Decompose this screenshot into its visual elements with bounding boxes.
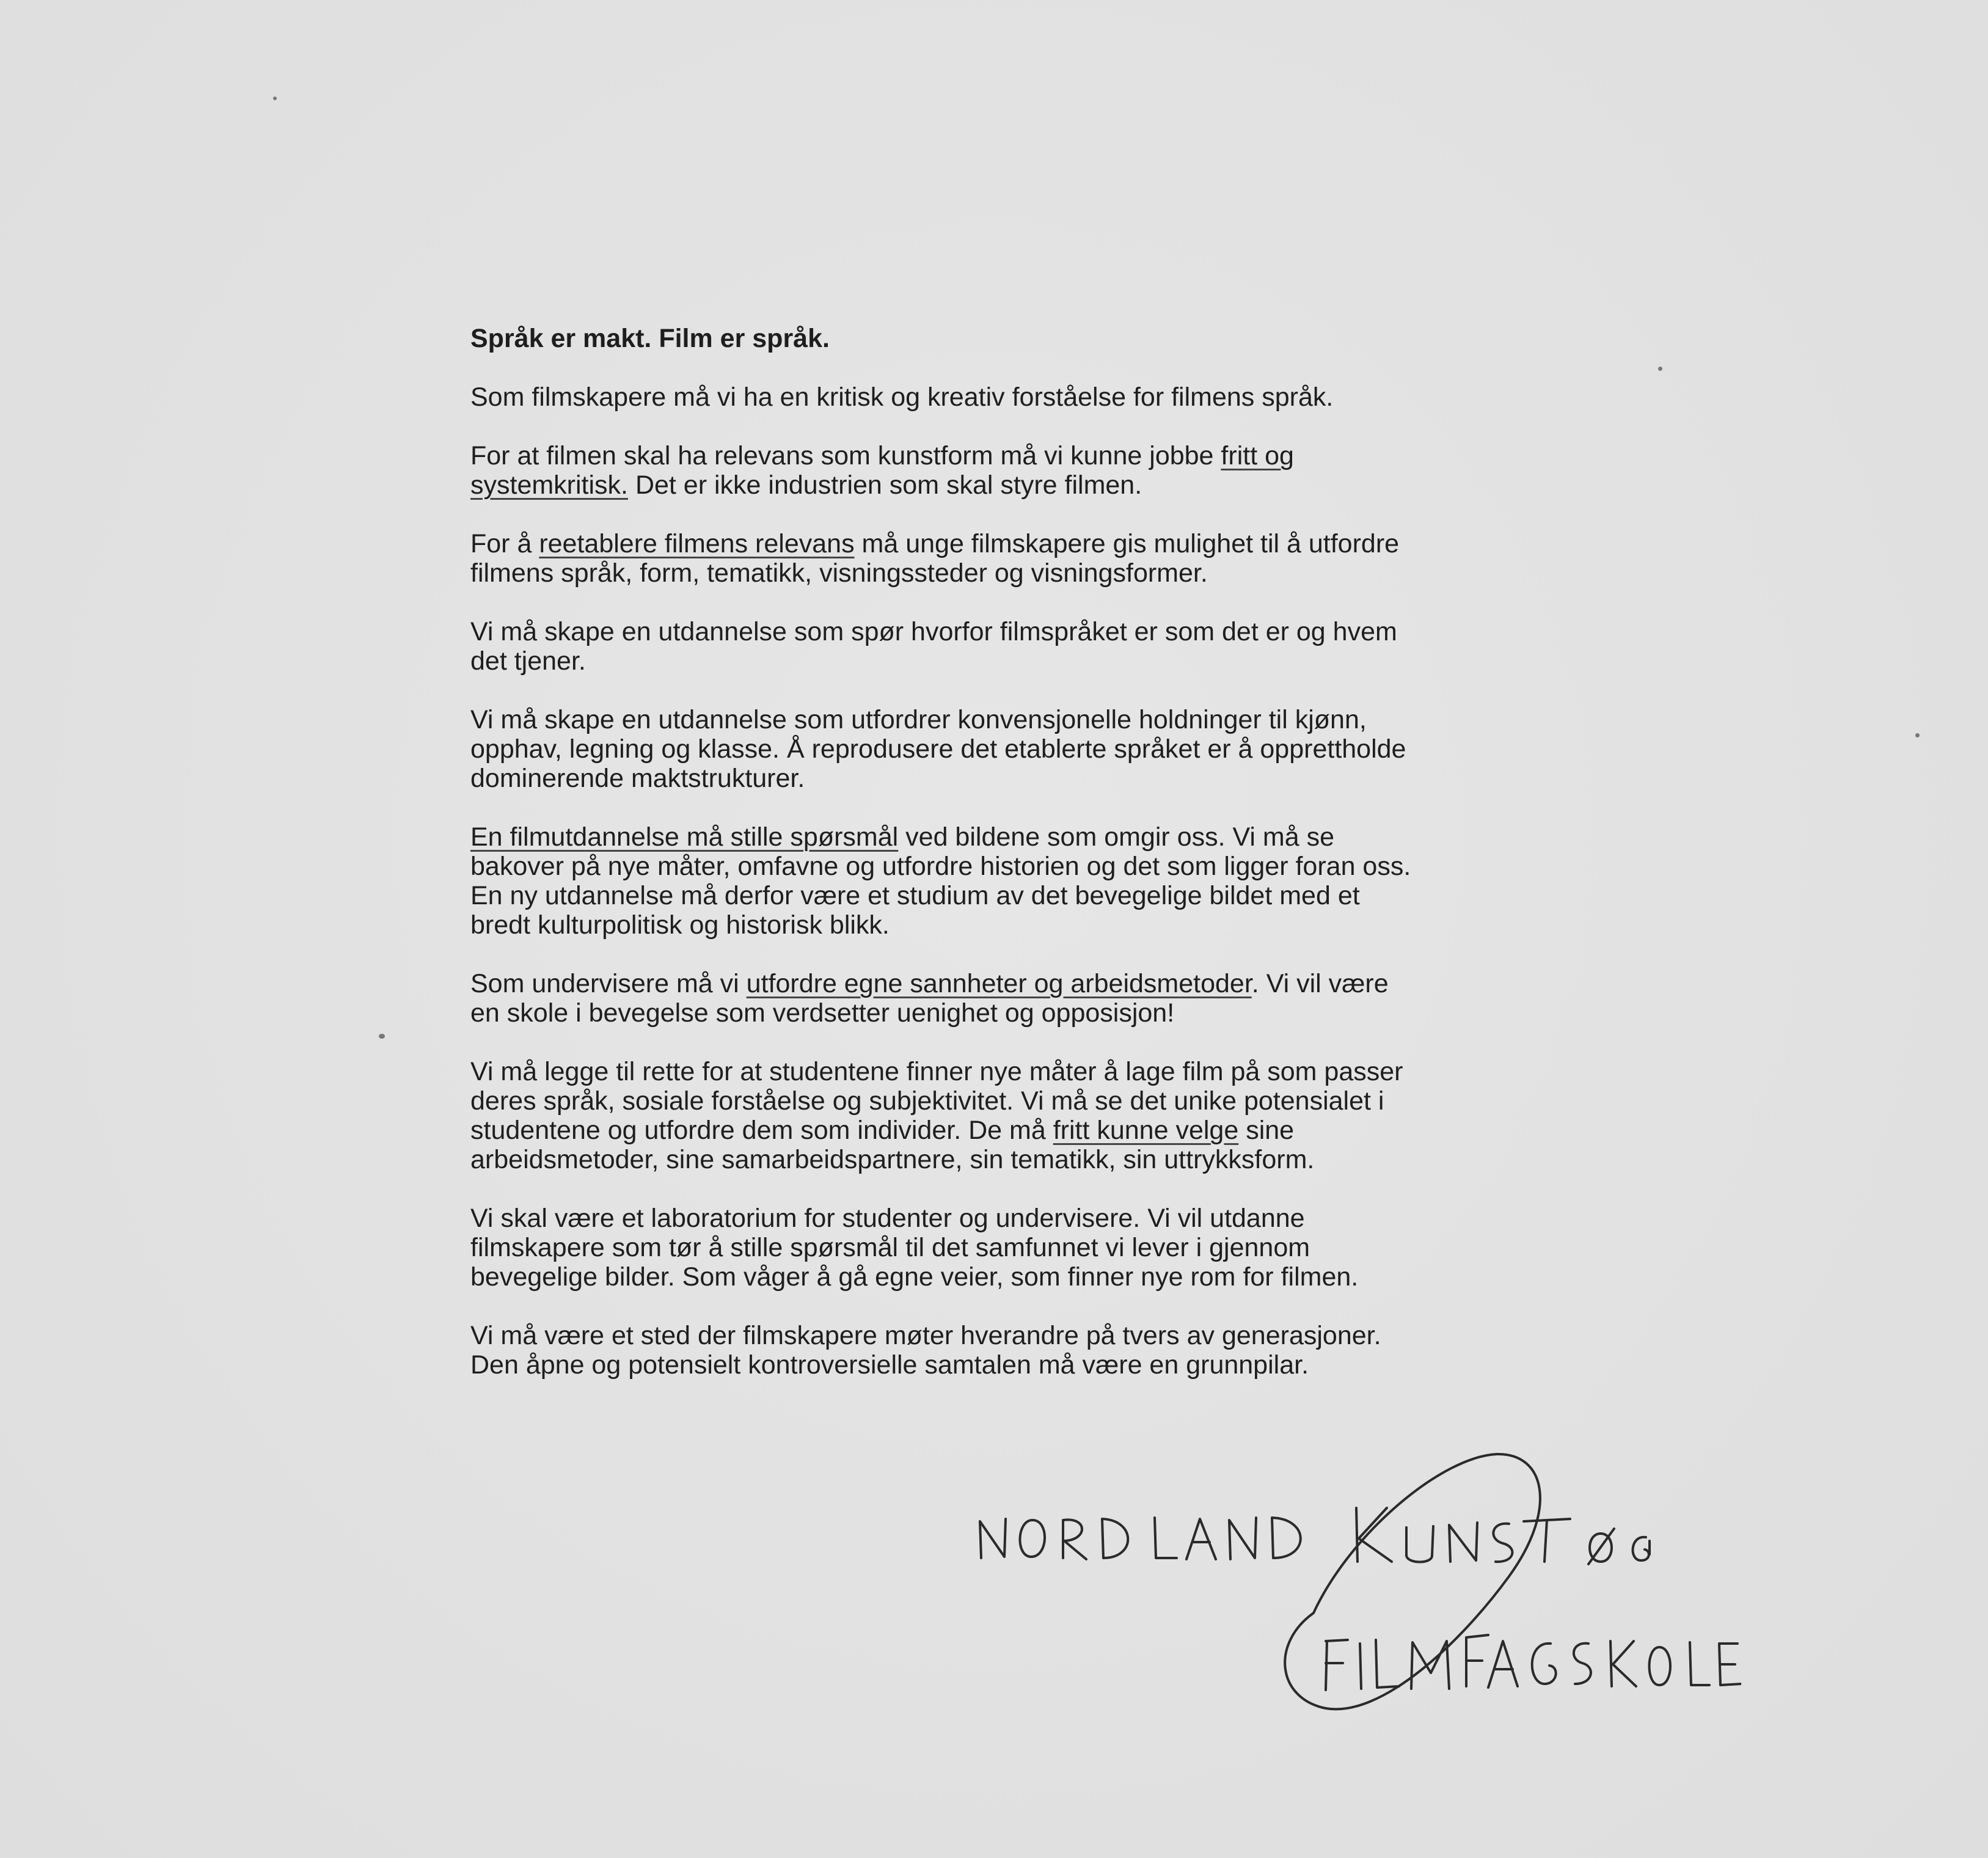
body-paragraph — [470, 969, 1521, 1028]
text-segment: dominerende maktstrukturer. — [470, 764, 805, 793]
text-segment: Vi må legge til rette for at studentene finner nye måter å lage film på som passer — [470, 1057, 1403, 1086]
text-segment: Vi skal være et laboratorium for studenter og undervisere. Vi vil utdanne — [470, 1204, 1305, 1233]
underlined-phrase: En filmutdannelse må stille spørsmål — [470, 822, 899, 852]
text-line — [470, 470, 1521, 500]
underlined-phrase: fritt og — [1221, 441, 1294, 470]
text-segment: Som filmskapere må vi ha en kritisk og kreativ forståelse for filmens språk. — [470, 382, 1334, 412]
text-line — [470, 998, 1521, 1028]
text-line — [470, 1145, 1521, 1174]
text-segment: bredt kulturpolitisk og historisk blikk. — [470, 910, 890, 940]
body-paragraph — [470, 1321, 1521, 1380]
text-segment: studentene og utfordre dem som individer. De må — [470, 1116, 1053, 1145]
text-line — [470, 852, 1521, 881]
text-line — [470, 969, 1521, 998]
text-segment: Vi må skape en utdannelse som utfordrer konvensjonelle holdninger til kjønn, — [470, 705, 1367, 734]
paper-speck — [273, 97, 277, 100]
text-segment: det tjener. — [470, 646, 586, 676]
text-line — [470, 382, 1521, 412]
text-segment: Det er ikke industrien som skal styre filmen. — [628, 470, 1142, 500]
text-line — [470, 1057, 1521, 1086]
text-line — [470, 529, 1521, 558]
text-segment: må unge filmskapere gis mulighet til å utfordre — [854, 529, 1400, 558]
text-line — [470, 1204, 1521, 1233]
text-line — [470, 881, 1521, 910]
text-segment: For å — [470, 529, 539, 558]
text-segment: . Vi vil være — [1251, 969, 1389, 998]
underlined-phrase: fritt kunne velge — [1053, 1116, 1239, 1145]
text-segment: opphav, legning og klasse. Å reprodusere det etablerte språket er å opprettholde — [470, 734, 1406, 764]
text-segment: ved bildene som omgir oss. Vi må se — [898, 822, 1335, 852]
text-segment: Vi må være et sted der filmskapere møter hverandre på tvers av generasjoner. — [470, 1321, 1381, 1350]
body-paragraph — [470, 705, 1521, 793]
text-line — [470, 764, 1521, 793]
text-segment: arbeidsmetoder, sine samarbeidspartnere, sin tematikk, sin uttrykksform. — [470, 1145, 1315, 1174]
text-line — [470, 646, 1521, 676]
document-body — [470, 324, 1521, 1409]
text-line — [470, 1321, 1521, 1350]
text-line — [470, 910, 1521, 940]
text-segment: deres språk, sosiale forståelse og subjektivitet. Vi må se det unike potensialet i — [470, 1086, 1384, 1116]
body-paragraph — [470, 382, 1521, 412]
text-line — [470, 734, 1521, 764]
text-line — [470, 1086, 1521, 1116]
underlined-phrase: systemkritisk. — [470, 470, 628, 500]
text-line — [470, 617, 1521, 646]
text-line — [470, 441, 1521, 470]
text-line — [470, 1262, 1521, 1292]
text-segment: En ny utdannelse må derfor være et studium av det bevegelige bildet med et — [470, 881, 1360, 910]
text-line — [470, 705, 1521, 734]
text-line — [470, 1233, 1521, 1262]
text-segment: bevegelige bilder. Som våger å gå egne veier, som finner nye rom for filmen. — [470, 1262, 1359, 1292]
body-paragraph — [470, 822, 1521, 940]
body-paragraph — [470, 441, 1521, 500]
underlined-phrase: reetablere filmens relevans — [539, 529, 855, 558]
text-segment: bakover på nye måter, omfavne og utfordre historien og det som ligger foran oss. — [470, 852, 1411, 881]
paper-speck — [1658, 367, 1662, 371]
text-segment: For at filmen skal ha relevans som kunstform må vi kunne jobbe — [470, 441, 1221, 470]
text-line — [470, 822, 1521, 852]
paper-speck — [1915, 733, 1920, 737]
text-segment: Den åpne og potensielt kontroversielle samtalen må være en grunnpilar. — [470, 1350, 1309, 1380]
text-line — [470, 1350, 1521, 1380]
body-paragraph — [470, 617, 1521, 676]
text-segment: filmens språk, form, tematikk, visningssteder og visningsformer. — [470, 558, 1208, 588]
underlined-phrase: utfordre egne sannheter og arbeidsmetoder — [746, 969, 1252, 998]
body-paragraph — [470, 529, 1521, 588]
text-segment: Som undervisere må vi — [470, 969, 747, 998]
text-line — [470, 1116, 1521, 1145]
text-line — [470, 558, 1521, 588]
body-paragraph — [470, 1204, 1521, 1292]
paragraph-list — [470, 382, 1521, 1380]
text-segment: Vi må skape en utdannelse som spør hvorfor filmspråket er som det er og hvem — [470, 617, 1397, 646]
text-segment: sine — [1238, 1116, 1295, 1145]
paper-speck — [379, 1034, 385, 1039]
handwritten-signature — [959, 1442, 1741, 1723]
text-segment: en skole i bevegelse som verdsetter uenighet og opposisjon! — [470, 998, 1175, 1028]
document-title: Språk er makt. Film er språk. — [470, 324, 830, 353]
body-paragraph — [470, 1057, 1521, 1174]
text-segment: filmskapere som tør å stille spørsmål til det samfunnet vi lever i gjennom — [470, 1233, 1310, 1262]
